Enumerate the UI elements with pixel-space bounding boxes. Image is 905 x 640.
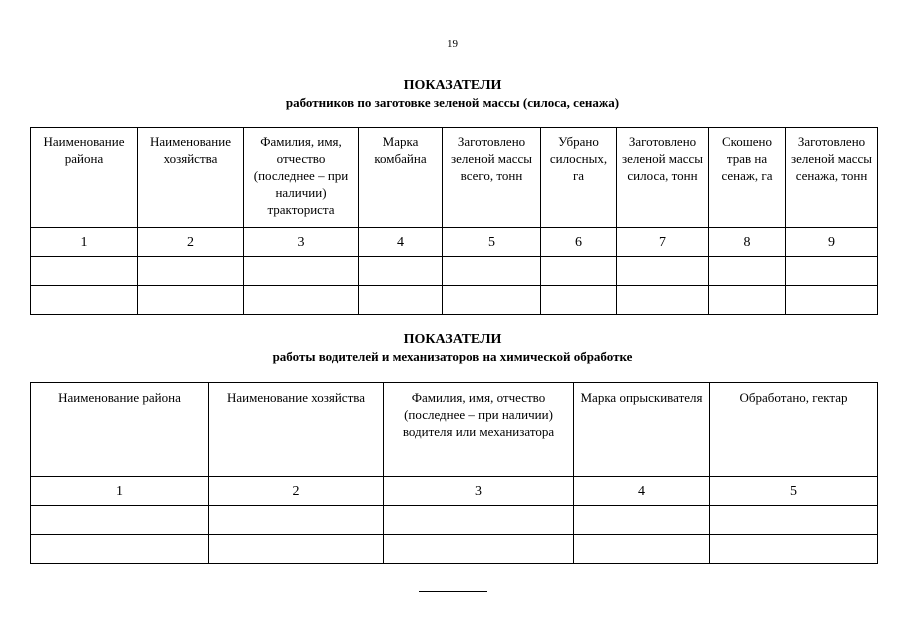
table-cell [709, 286, 786, 315]
footer-divider [419, 591, 487, 592]
column-number-row [31, 477, 878, 506]
green-mass-workers-table [30, 127, 878, 315]
column-number: 8 [709, 228, 786, 257]
column-number: 2 [209, 477, 384, 506]
table-cell [541, 257, 617, 286]
table-row [31, 535, 878, 564]
table-cell [31, 535, 209, 564]
table-cell [617, 286, 709, 315]
column-header: Наименование хозяйства [138, 128, 244, 228]
column-number: 9 [786, 228, 878, 257]
column-number: 3 [244, 228, 359, 257]
table-cell [359, 286, 443, 315]
section-2-title: ПОКАЗАТЕЛИ [403, 332, 502, 347]
table-row [31, 286, 878, 315]
table-cell [31, 506, 209, 535]
table-cell [384, 506, 574, 535]
table-header-row [31, 383, 878, 477]
table-cell [786, 286, 878, 315]
chemical-treatment-workers-table [30, 382, 878, 564]
column-header: Скошено трав на сенаж, га [709, 128, 786, 228]
table-cell [244, 286, 359, 315]
table-cell [617, 257, 709, 286]
column-number: 5 [710, 477, 878, 506]
column-number: 7 [617, 228, 709, 257]
column-number: 2 [138, 228, 244, 257]
column-header: Фамилия, имя, отчество (последнее – при наличии) водителя или механизатора [384, 383, 574, 477]
section-2-subtitle: работы водителей и механизаторов на химической обработке [272, 349, 633, 364]
column-header: Марка опрыскивателя [574, 383, 710, 477]
column-number: 4 [359, 228, 443, 257]
column-number: 6 [541, 228, 617, 257]
column-header: Наименование района [31, 128, 138, 228]
table-header-row [31, 128, 878, 228]
column-number: 5 [443, 228, 541, 257]
table-cell [786, 257, 878, 286]
column-header: Обработано, гектар [710, 383, 878, 477]
table-cell [574, 535, 710, 564]
column-number: 1 [31, 477, 209, 506]
table-cell [244, 257, 359, 286]
column-header: Заготовлено зеленой массы сенажа, тонн [786, 128, 878, 228]
table-row [31, 257, 878, 286]
table-cell [209, 535, 384, 564]
table-cell [209, 506, 384, 535]
section-1-title: ПОКАЗАТЕЛИ [403, 78, 502, 93]
page-number: 19 [447, 38, 458, 50]
table-cell [443, 286, 541, 315]
table-cell [710, 506, 878, 535]
table-cell [359, 257, 443, 286]
section-2-heading [0, 331, 905, 365]
column-header: Марка комбайна [359, 128, 443, 228]
column-header: Убрано силосных, га [541, 128, 617, 228]
column-number: 1 [31, 228, 138, 257]
table-row [31, 506, 878, 535]
column-header: Наименование района [31, 383, 209, 477]
column-number-row [31, 228, 878, 257]
column-header: Заготовлено зеленой массы силоса, тонн [617, 128, 709, 228]
table-cell [31, 286, 138, 315]
table-cell [138, 257, 244, 286]
section-1-subtitle: работников по заготовке зеленой массы (силоса, сенажа) [285, 95, 620, 110]
table-cell [384, 535, 574, 564]
column-number: 4 [574, 477, 710, 506]
column-header: Наименование хозяйства [209, 383, 384, 477]
table-cell [443, 257, 541, 286]
column-header: Заготовлено зеленой массы всего, тонн [443, 128, 541, 228]
column-header: Фамилия, имя, отчество (последнее – при наличии) тракториста [244, 128, 359, 228]
table-cell [574, 506, 710, 535]
table-cell [541, 286, 617, 315]
column-number: 3 [384, 477, 574, 506]
table-cell [709, 257, 786, 286]
section-1-heading [0, 77, 905, 111]
table-cell [138, 286, 244, 315]
table-cell [710, 535, 878, 564]
table-cell [31, 257, 138, 286]
